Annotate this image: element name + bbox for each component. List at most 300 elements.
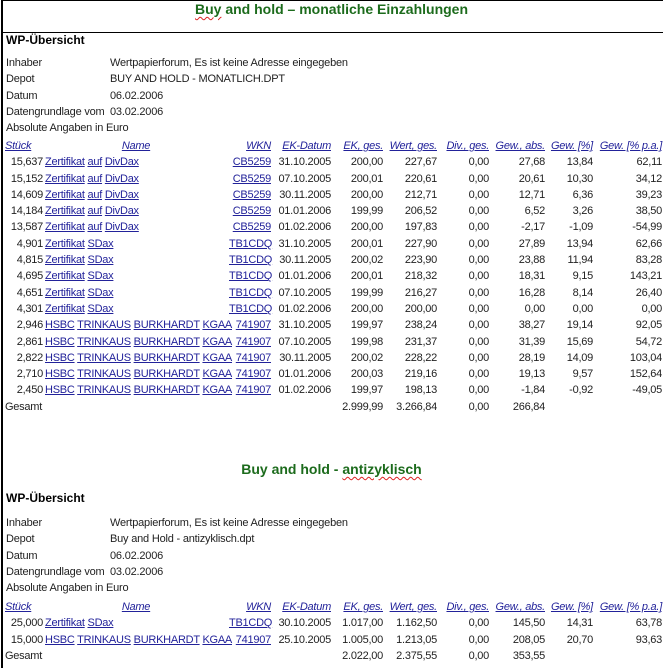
security-name-link[interactable]: Zertifikat (45, 617, 85, 630)
sort-column-link[interactable]: Gew., abs. (495, 601, 545, 613)
security-name-link[interactable]: HSBC (45, 633, 75, 646)
cell-5: 231,37 (404, 335, 437, 348)
cell-6: 0,00 (468, 205, 489, 218)
currency-note (6, 120, 348, 136)
cell-6: 0,00 (468, 335, 489, 348)
security-name-link[interactable]: HSBC (45, 384, 75, 397)
cell-7: 19,13 (518, 368, 545, 381)
cell-6: 0,00 (468, 286, 489, 299)
cell-6: 0,00 (468, 384, 489, 397)
column-header (593, 599, 662, 615)
cell-7: 0,00 (524, 302, 545, 315)
sort-column-link[interactable]: Wert, ges. (389, 601, 437, 613)
cell-3: 30.11.2005 (279, 254, 331, 267)
cell-7: 23,88 (518, 254, 545, 267)
cell-8: 20,70 (566, 633, 593, 646)
security-name-link[interactable]: HSBC (45, 335, 75, 348)
info-label: Datum (6, 549, 38, 562)
security-name-link[interactable]: SDax (87, 286, 114, 299)
depot-info (6, 55, 348, 136)
cell-4: 199,99 (350, 286, 383, 299)
table-row (5, 317, 662, 333)
cell-7: -1,84 (521, 384, 545, 397)
column-header (437, 599, 489, 615)
cell-6: 0,00 (468, 188, 489, 201)
cell-6: 0,00 (468, 270, 489, 283)
cell-6: 0,00 (468, 302, 489, 315)
wkn-link[interactable]: TB1CDQ (229, 617, 273, 630)
column-header (43, 138, 229, 154)
wkn-link[interactable]: TB1CDQ (229, 254, 273, 267)
security-name-link[interactable]: HSBC (45, 351, 75, 364)
cell-5: 198,13 (404, 384, 437, 397)
table-row (5, 366, 662, 382)
empty-cell (545, 399, 662, 415)
cell-4: 199,97 (350, 319, 383, 332)
cell-4: 199,97 (350, 384, 383, 397)
cell-2 (229, 252, 271, 268)
cell-9: 39,23 (635, 188, 662, 201)
overview-heading: WP-Übersicht (6, 33, 85, 47)
column-header (383, 138, 437, 154)
column-header (5, 138, 43, 154)
cell-9: 83,28 (635, 254, 662, 267)
wkn-link[interactable]: CB5259 (232, 188, 271, 201)
security-name-link[interactable]: Zertifikat (45, 205, 85, 218)
column-header (229, 138, 271, 154)
cell-8: -1,09 (569, 221, 593, 234)
security-name-link[interactable]: BURKHARDT (133, 335, 200, 348)
wkn-link[interactable]: CB5259 (232, 172, 271, 185)
cell-7: 27,89 (518, 237, 545, 250)
title-text: Buy and hold - (241, 461, 343, 477)
cell-4: 200,00 (350, 188, 383, 201)
table-header-row (5, 599, 662, 615)
depot-info (6, 515, 348, 596)
security-name-link[interactable]: Zertifikat (45, 237, 85, 250)
cell-6: 0,00 (468, 254, 489, 267)
cell-5: 223,90 (404, 254, 437, 267)
cell-3: 31.10.2005 (278, 319, 331, 332)
cell-7: 18,31 (518, 270, 545, 283)
cell-1 (43, 382, 233, 398)
report-title (0, 1, 663, 17)
title-text-spellcheck: Buy (194, 1, 222, 17)
cell-7: 20,61 (518, 172, 545, 185)
cell-1 (43, 252, 229, 268)
cell-1 (43, 187, 229, 203)
info-row-inhaber (6, 55, 348, 71)
total-value: 3.266,84 (396, 400, 437, 413)
cell-0: 2,861 (16, 335, 43, 348)
cell-8: 10,30 (566, 172, 593, 185)
cell-2 (229, 366, 271, 382)
total-label: Gesamt (5, 400, 43, 413)
security-name-link[interactable]: SDax (87, 237, 114, 250)
cell-1 (43, 317, 233, 333)
info-value: 03.02.2006 (110, 105, 164, 118)
cell-9: 92,05 (635, 319, 662, 332)
title-text: and hold – monatliche Einzahlungen (221, 1, 469, 17)
currency-note-text: Absolute Angaben in Euro (6, 122, 129, 135)
cell-2 (229, 350, 271, 366)
security-name-link[interactable]: HSBC (45, 368, 75, 381)
sort-column-link[interactable]: Div., ges. (446, 140, 489, 152)
cell-0: 14,184 (10, 205, 43, 218)
cell-5: 220,61 (404, 172, 437, 185)
cell-0: 2,946 (16, 319, 43, 332)
column-header (5, 599, 43, 615)
sort-column-link[interactable]: Gew. [%] (550, 140, 593, 152)
table-row (5, 301, 662, 317)
cell-1 (43, 632, 233, 648)
wkn-link[interactable]: TB1CDQ (229, 302, 273, 315)
security-name-link[interactable]: TRINKAUS (77, 633, 131, 646)
cell-7: 208,05 (512, 633, 545, 646)
cell-8: -0,92 (569, 384, 593, 397)
cell-3: 31.10.2005 (278, 237, 331, 250)
sort-column-link[interactable]: Gew. [% p.a.] (599, 601, 662, 613)
cell-6: 0,00 (468, 633, 489, 646)
security-name-link[interactable]: KGAA (202, 384, 233, 397)
sort-column-link[interactable]: Gew., abs. (495, 140, 545, 152)
wkn-link[interactable]: CB5259 (232, 156, 271, 169)
security-name-link[interactable]: Zertifikat (45, 302, 85, 315)
wkn-link[interactable]: TB1CDQ (229, 270, 273, 283)
security-name-link[interactable]: auf (87, 156, 103, 169)
cell-5: 216,27 (404, 286, 437, 299)
sort-column-link[interactable]: EK, ges. (343, 140, 383, 152)
security-name-link[interactable]: SDax (87, 270, 114, 283)
cell-5: 1.162,50 (396, 617, 437, 630)
security-name-link[interactable]: KGAA (202, 351, 233, 364)
cell-9: -49,05 (632, 384, 662, 397)
wkn-link[interactable]: 741907 (235, 633, 271, 646)
info-row-inhaber (6, 515, 348, 531)
security-name-link[interactable]: Zertifikat (45, 254, 85, 267)
cell-2 (229, 219, 271, 235)
cell-9: 152,64 (629, 368, 662, 381)
table-row (5, 203, 662, 219)
total-value: 2.999,99 (342, 400, 383, 413)
cell-9: 93,63 (635, 633, 662, 646)
wkn-link[interactable]: 741907 (235, 368, 271, 381)
info-value: Wertpapierforum, Es ist keine Adresse eingegeben (110, 517, 348, 529)
frame-left-border (1, 0, 3, 668)
security-name-link[interactable]: SDax (87, 302, 114, 315)
cell-9: 63,78 (635, 617, 662, 630)
wkn-link[interactable]: 741907 (235, 335, 271, 348)
security-name-link[interactable]: BURKHARDT (133, 319, 200, 332)
cell-5: 228,22 (404, 351, 437, 364)
table-row (5, 154, 662, 170)
sort-column-link[interactable]: EK-Datum (282, 140, 331, 152)
cell-4: 1.017,00 (342, 617, 383, 630)
cell-9: 54,72 (635, 335, 662, 348)
security-name-link[interactable]: auf (87, 221, 103, 234)
info-label: Datum (6, 89, 38, 102)
cell-7: 28,19 (518, 351, 545, 364)
sort-column-link[interactable]: Name (121, 140, 151, 152)
overview-heading: WP-Übersicht (6, 491, 85, 505)
cell-0: 15,637 (10, 156, 43, 169)
column-header (43, 599, 229, 615)
security-name-link[interactable]: TRINKAUS (77, 335, 131, 348)
cell-3: 30.10.2005 (278, 617, 331, 630)
column-header (229, 599, 271, 615)
cell-8: 11,94 (567, 254, 593, 267)
cell-6: 0,00 (468, 319, 489, 332)
cell-2 (229, 301, 271, 317)
info-row-datengrundlage (6, 104, 348, 120)
currency-note (6, 580, 348, 596)
info-row-depot (6, 531, 348, 547)
wkn-link[interactable]: TB1CDQ (229, 237, 273, 250)
positions-table (5, 138, 662, 415)
total-row (5, 399, 662, 415)
security-name-link[interactable]: Zertifikat (45, 156, 85, 169)
cell-8: 19,14 (566, 319, 593, 332)
info-value: 06.02.2006 (110, 89, 164, 102)
sort-column-link[interactable]: Stück (5, 601, 32, 613)
cell-3: 07.10.2005 (278, 335, 331, 348)
wkn-link[interactable]: CB5259 (232, 221, 271, 234)
cell-8: 13,84 (566, 156, 593, 169)
cell-7: 38,27 (518, 319, 545, 332)
table-row (5, 219, 662, 235)
security-name-link[interactable]: DivDax (104, 205, 139, 218)
cell-9: 0,00 (641, 302, 662, 315)
cell-4: 1.005,00 (342, 633, 383, 646)
security-name-link[interactable]: TRINKAUS (77, 368, 131, 381)
column-header (489, 138, 545, 154)
info-value: 03.02.2006 (110, 565, 164, 578)
info-value: Buy and Hold - antizyklisch.dpt (110, 533, 255, 546)
cell-1 (43, 236, 229, 252)
sort-column-link[interactable]: Gew. [% p.a.] (599, 140, 662, 152)
column-header (593, 138, 662, 154)
sort-column-link[interactable]: Stück (5, 140, 32, 152)
security-name-link[interactable]: auf (87, 172, 103, 185)
cell-2 (229, 236, 271, 252)
security-name-link[interactable]: SDax (87, 254, 114, 267)
cell-5: 218,32 (404, 270, 437, 283)
sort-column-link[interactable]: Div., ges. (446, 601, 489, 613)
table-row (5, 350, 662, 366)
table-row (5, 171, 662, 187)
table-row (5, 252, 662, 268)
cell-1 (43, 154, 229, 170)
table-row (5, 382, 662, 398)
cell-5: 206,52 (404, 205, 437, 218)
security-name-link[interactable]: KGAA (202, 368, 233, 381)
cell-8: 3,26 (572, 205, 593, 218)
cell-3: 01.01.2006 (278, 270, 331, 283)
security-name-link[interactable]: Zertifikat (45, 270, 85, 283)
info-label: Depot (6, 73, 35, 86)
info-row-depot (6, 71, 348, 87)
report-title (0, 461, 663, 477)
total-value: 266,84 (512, 400, 545, 413)
sort-column-link[interactable]: WKN (246, 601, 271, 613)
cell-5: 219,16 (404, 368, 437, 381)
info-value: BUY AND HOLD - MONATLICH.DPT (110, 73, 285, 86)
wkn-link[interactable]: 741907 (235, 384, 271, 397)
wkn-link[interactable]: TB1CDQ (229, 286, 273, 299)
cell-4: 200,02 (350, 351, 383, 364)
wkn-link[interactable]: 741907 (235, 351, 271, 364)
cell-4: 200,03 (350, 368, 383, 381)
security-name-link[interactable]: TRINKAUS (77, 384, 131, 397)
cell-1 (43, 203, 229, 219)
cell-6: 0,00 (468, 237, 489, 250)
cell-3: 01.02.2006 (278, 221, 331, 234)
security-name-link[interactable]: auf (87, 205, 103, 218)
cell-8: 9,57 (572, 368, 593, 381)
cell-3: 30.11.2005 (279, 188, 331, 201)
security-name-link[interactable]: KGAA (202, 319, 233, 332)
cell-4: 200,00 (350, 156, 383, 169)
cell-9: 38,50 (635, 205, 662, 218)
column-header (383, 599, 437, 615)
cell-3: 30.11.2005 (279, 351, 331, 364)
cell-7: 145,50 (512, 617, 545, 630)
cell-3: 01.02.2006 (278, 302, 331, 315)
cell-8: 0,00 (572, 302, 593, 315)
cell-6: 0,00 (468, 368, 489, 381)
cell-0: 4,815 (16, 254, 43, 267)
currency-note-text: Absolute Angaben in Euro (6, 582, 129, 595)
cell-1 (43, 366, 233, 382)
security-name-link[interactable]: Zertifikat (45, 286, 85, 299)
cell-2 (229, 171, 271, 187)
security-name-link[interactable]: auf (87, 188, 103, 201)
cell-7: 6,52 (524, 205, 545, 218)
cell-7: 16,28 (518, 286, 545, 299)
cell-7: 12,71 (518, 188, 545, 201)
security-name-link[interactable]: TRINKAUS (77, 319, 131, 332)
cell-1 (43, 285, 229, 301)
cell-0: 15,000 (10, 633, 43, 646)
column-header (545, 599, 593, 615)
cell-6: 0,00 (468, 156, 489, 169)
cell-5: 212,71 (404, 188, 437, 201)
column-header (545, 138, 593, 154)
security-name-link[interactable]: BURKHARDT (133, 351, 200, 364)
cell-8: 15,69 (566, 335, 593, 348)
cell-9: 26,40 (635, 286, 662, 299)
sort-column-link[interactable]: EK-Datum (282, 601, 331, 613)
wkn-link[interactable]: CB5259 (232, 205, 271, 218)
cell-4: 200,01 (350, 270, 383, 283)
security-name-link[interactable]: DivDax (104, 156, 139, 169)
cell-3: 01.01.2006 (278, 205, 331, 218)
sort-column-link[interactable]: Gew. [%] (550, 601, 593, 613)
total-value: 353,55 (512, 649, 545, 662)
cell-4: 200,01 (350, 172, 383, 185)
cell-1 (43, 334, 233, 350)
cell-3: 01.02.2006 (278, 384, 331, 397)
security-name-link[interactable]: BURKHARDT (133, 368, 200, 381)
cell-0: 25,000 (10, 617, 43, 630)
security-name-link[interactable]: BURKHARDT (133, 633, 200, 646)
cell-5: 238,24 (404, 319, 437, 332)
column-header (437, 138, 489, 154)
column-header (489, 599, 545, 615)
cell-5: 200,00 (404, 302, 437, 315)
cell-4: 200,02 (350, 254, 383, 267)
cell-2 (229, 285, 271, 301)
table-row (5, 285, 662, 301)
security-name-link[interactable]: DivDax (104, 221, 139, 234)
security-name-link[interactable]: TRINKAUS (77, 351, 131, 364)
wkn-link[interactable]: 741907 (235, 319, 271, 332)
security-name-link[interactable]: SDax (87, 617, 114, 630)
security-name-link[interactable]: Zertifikat (45, 188, 85, 201)
total-value: 2.022,00 (342, 649, 383, 662)
security-name-link[interactable]: KGAA (202, 633, 233, 646)
table-header-row (5, 138, 662, 154)
cell-3: 31.10.2005 (278, 156, 331, 169)
cell-3: 01.01.2006 (278, 368, 331, 381)
security-name-link[interactable]: HSBC (45, 319, 75, 332)
security-name-link[interactable]: KGAA (202, 335, 233, 348)
info-row-datum (6, 88, 348, 104)
cell-2 (229, 382, 271, 398)
sort-column-link[interactable]: Wert, ges. (389, 140, 437, 152)
cell-3: 25.10.2005 (278, 633, 331, 646)
total-value: 0,00 (468, 649, 489, 662)
cell-0: 4,301 (16, 302, 43, 315)
security-name-link[interactable]: Zertifikat (45, 172, 85, 185)
cell-2 (229, 187, 271, 203)
security-name-link[interactable]: DivDax (104, 172, 139, 185)
sort-column-link[interactable]: WKN (246, 140, 271, 152)
cell-4: 199,99 (350, 205, 383, 218)
column-header (271, 138, 331, 154)
security-name-link[interactable]: Zertifikat (45, 221, 85, 234)
cell-5: 1.213,05 (396, 633, 437, 646)
info-row-datengrundlage (6, 564, 348, 580)
sort-column-link[interactable]: EK, ges. (343, 601, 383, 613)
security-name-link[interactable]: DivDax (104, 188, 139, 201)
cell-9: 143,21 (629, 270, 662, 283)
cell-5: 227,90 (404, 237, 437, 250)
info-label: Inhaber (6, 57, 42, 69)
cell-9: -54,99 (632, 221, 662, 234)
cell-7: 31,39 (518, 335, 545, 348)
cell-0: 2,822 (16, 351, 43, 364)
column-header (331, 138, 383, 154)
security-name-link[interactable]: BURKHARDT (133, 384, 200, 397)
cell-8: 13,94 (566, 237, 593, 250)
cell-2 (229, 268, 271, 284)
total-value: 0,00 (468, 400, 489, 413)
sort-column-link[interactable]: Name (121, 601, 151, 613)
cell-6: 0,00 (468, 221, 489, 234)
cell-7: -2,17 (521, 221, 545, 234)
cell-9: 62,11 (636, 156, 662, 169)
info-label: Depot (6, 533, 35, 546)
cell-2 (229, 203, 271, 219)
cell-8: 9,15 (572, 270, 593, 283)
column-header (271, 599, 331, 615)
cell-4: 200,00 (350, 221, 383, 234)
cell-4: 200,01 (350, 237, 383, 250)
cell-7: 27,68 (518, 156, 545, 169)
cell-2 (229, 334, 271, 350)
info-label: Datengrundlage vom (6, 565, 105, 578)
